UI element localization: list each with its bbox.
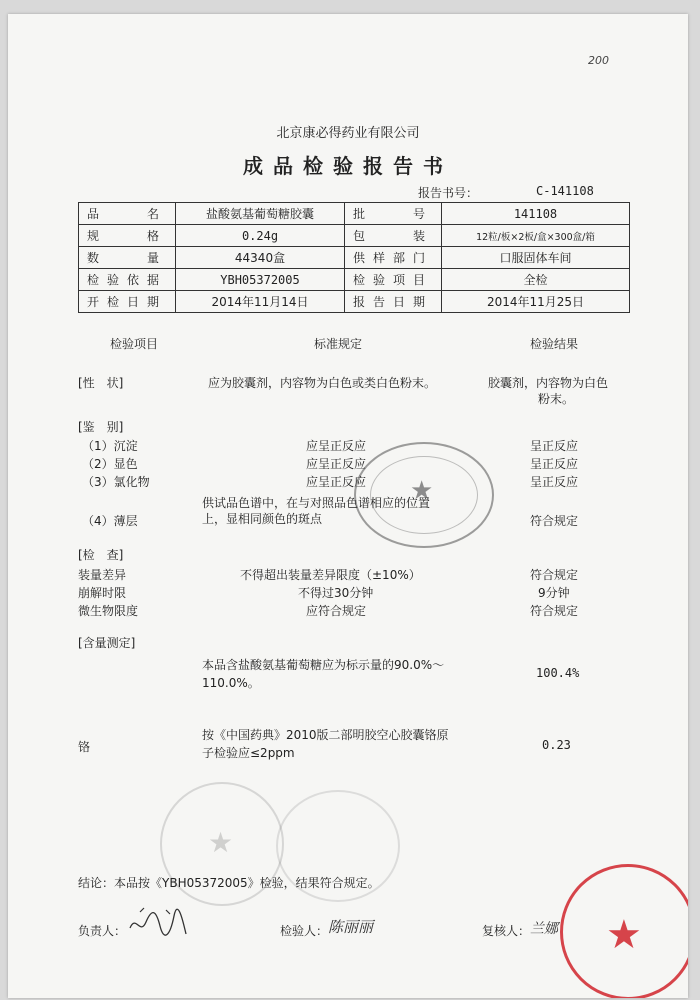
chromium-item-name: 铬	[78, 740, 91, 754]
inspector-signature: 陈丽丽	[328, 918, 374, 936]
assay-result: 100.4%	[536, 666, 580, 680]
tlc-result: 符合规定	[530, 514, 579, 528]
inspector-label: 检验人：	[280, 924, 329, 938]
identification-item-result: 呈正反应	[530, 475, 579, 489]
chromium-standard-line1: 按《中国药典》2010版二部明胶空心胶囊铬原	[202, 728, 449, 742]
reviewer-label: 复核人：	[482, 924, 531, 938]
inspection-item-name: 装量差异	[78, 568, 127, 582]
info-label: 数 量	[79, 247, 176, 269]
section-title-identification: [鉴 别]	[78, 420, 124, 434]
info-label: 开检日期	[79, 291, 176, 313]
appearance-standard: 应为胶囊剂，内容物为白色或类白色粉末。	[208, 376, 437, 390]
inspection-item-name: 崩解时限	[78, 586, 127, 600]
info-label: 报告日期	[345, 291, 442, 313]
info-label: 供样部门	[345, 247, 442, 269]
tlc-item-name: （4）薄层	[82, 514, 138, 528]
info-row	[79, 247, 630, 269]
inspection-item-result: 符合规定	[530, 568, 579, 582]
info-label: 批 号	[345, 203, 442, 225]
info-value: 44340盒	[176, 247, 345, 269]
info-row	[79, 225, 630, 247]
inspection-item-standard: 不得过30分钟	[298, 586, 374, 600]
tlc-standard-line1: 供试品色谱中，在与对照品色谱相应的位置	[202, 496, 431, 510]
responsible-label: 负责人：	[78, 924, 127, 938]
conclusion-text: 结论：本品按《YBH05372005》检验，结果符合规定。	[78, 876, 380, 890]
identification-item-standard: 应呈正反应	[306, 439, 367, 453]
chromium-standard-line2: 子检验应≤2ppm	[202, 746, 295, 760]
info-label: 包 装	[345, 225, 442, 247]
info-value: 141108	[442, 203, 630, 225]
identification-item-standard: 应呈正反应	[306, 457, 367, 471]
info-value: 全检	[442, 269, 630, 291]
faded-seal: ★	[160, 782, 284, 906]
chromium-result: 0.23	[542, 738, 571, 752]
identification-item-standard: 应呈正反应	[306, 475, 367, 489]
identification-item-name: （2）显色	[82, 457, 138, 471]
inspection-item-result: 符合规定	[530, 604, 579, 618]
info-row	[79, 203, 630, 225]
inspection-item-result: 9分钟	[538, 586, 570, 600]
appearance-result-line1: 胶囊剂，内容物为白色	[488, 376, 609, 390]
info-value: 2014年11月14日	[176, 291, 345, 313]
info-label: 规 格	[79, 225, 176, 247]
column-header-result: 检验结果	[530, 337, 579, 351]
red-seal: ★	[560, 864, 688, 998]
report-page	[8, 14, 688, 998]
section-title-appearance: [性 状]	[78, 376, 124, 390]
info-value: 0.24g	[176, 225, 345, 247]
info-row	[79, 291, 630, 313]
company-seal: ★	[354, 442, 494, 548]
appearance-result-line2: 粉末。	[538, 392, 575, 406]
info-value: 盐酸氨基葡萄糖胶囊	[176, 203, 345, 225]
responsible-signature	[126, 906, 190, 940]
company-name: 北京康必得药业有限公司	[276, 126, 420, 141]
section-title-inspection: [检 查]	[78, 548, 124, 562]
column-header-item: 检验项目	[110, 337, 159, 351]
tlc-standard-line2: 上，显相同颜色的斑点	[202, 512, 323, 526]
inspection-item-standard: 应符合规定	[306, 604, 367, 618]
assay-standard-line1: 本品含盐酸氨基葡萄糖应为标示量的90.0%～	[202, 658, 445, 672]
corner-note: 200	[588, 54, 609, 67]
info-value: YBH05372005	[176, 269, 345, 291]
identification-item-name: （1）沉淀	[82, 439, 138, 453]
page-title: 成品检验报告书	[243, 154, 453, 178]
info-label: 品 名	[79, 203, 176, 225]
info-value: 12粒/板×2板/盒×300盒/箱	[442, 225, 630, 247]
report-no-label: 报告书号：	[418, 186, 479, 200]
info-label: 检验依据	[79, 269, 176, 291]
section-title-assay: [含量测定]	[78, 636, 136, 650]
inspection-item-standard: 不得超出装量差异限度（±10%）	[240, 568, 421, 582]
identification-item-result: 呈正反应	[530, 457, 579, 471]
inspection-item-name: 微生物限度	[78, 604, 139, 618]
identification-item-result: 呈正反应	[530, 439, 579, 453]
info-label: 检验项目	[345, 269, 442, 291]
info-value: 口服固体车间	[442, 247, 630, 269]
column-header-standard: 标准规定	[314, 337, 363, 351]
info-row	[79, 269, 630, 291]
report-no-value: C-141108	[536, 184, 594, 198]
info-value: 2014年11月25日	[442, 291, 630, 313]
assay-standard-line2: 110.0%。	[202, 676, 260, 690]
identification-item-name: （3）氯化物	[82, 475, 150, 489]
info-table	[78, 202, 630, 313]
reviewer-signature: 兰娜	[530, 921, 558, 937]
